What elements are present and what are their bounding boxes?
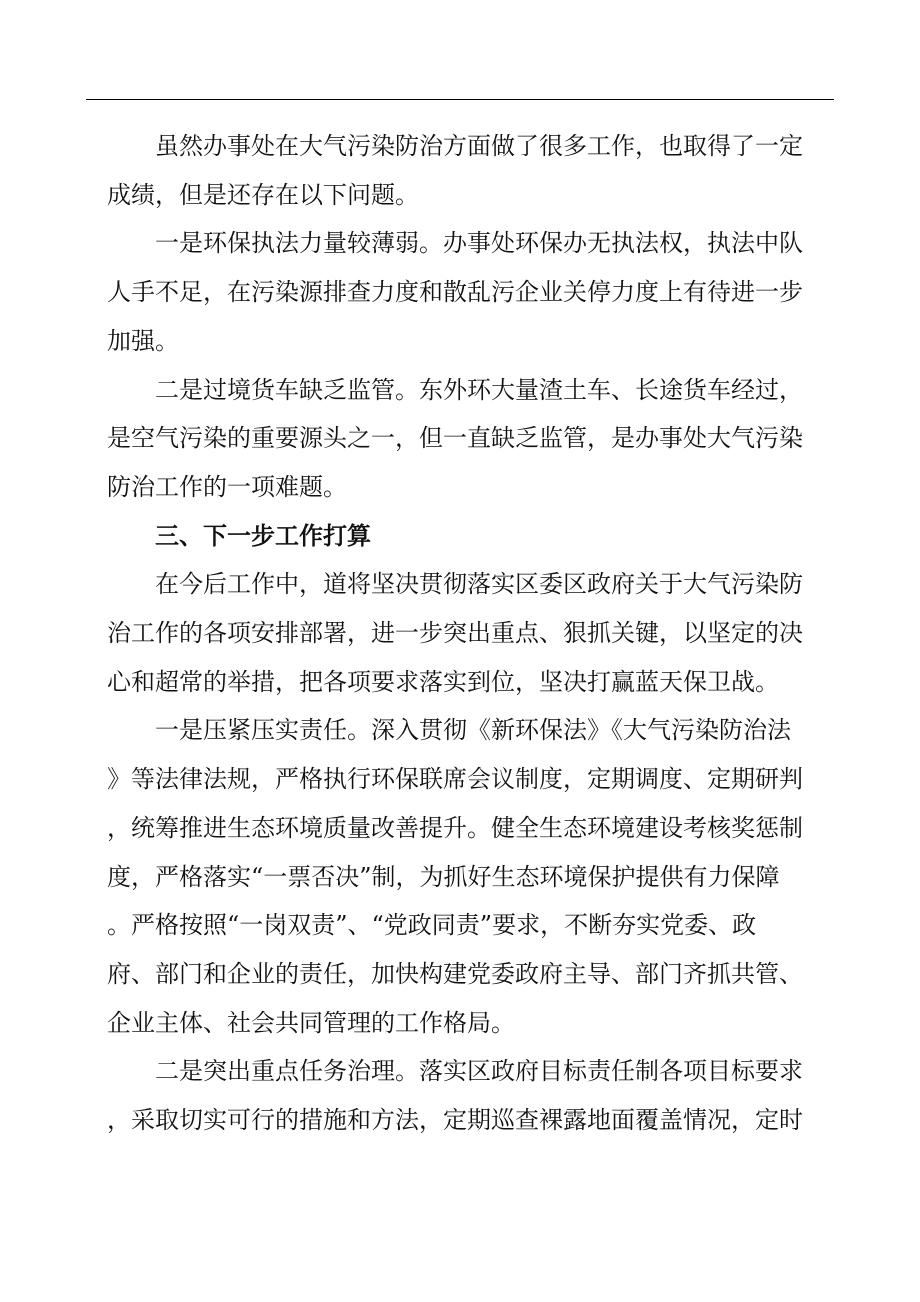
paragraph-line: 。严格按照“一岗双责”、“党政同责”要求，不断夯实党委、政 xyxy=(107,911,757,940)
header-rule xyxy=(86,99,834,100)
paragraph-line: 府、部门和企业的责任，加快构建党委政府主导、部门齐抓共管、 xyxy=(107,959,803,988)
paragraph-line: 治工作的各项安排部署，进一步突出重点、狠抓关键，以坚定的决 xyxy=(107,619,803,647)
section-heading: 三、下一步工作打算 xyxy=(155,520,371,550)
paragraph-line: 成绩，但是还存在以下问题。 xyxy=(107,180,419,209)
paragraph-line: 度，严格落实“一票否决”制，为抓好生态环境保护提供有力保障 xyxy=(107,862,780,891)
paragraph-line: 一是环保执法力量较薄弱。办事处环保办无执法权，执法中队 xyxy=(155,229,803,258)
paragraph-line: 是空气污染的重要源头之一，但一直缺乏监管，是办事处大气污染 xyxy=(107,424,803,453)
paragraph-line: ，采取切实可行的措施和方法，定期巡查裸露地面覆盖情况，定时 xyxy=(107,1106,803,1134)
paragraph-line: 虽然办事处在大气污染防治方面做了很多工作，也取得了一定 xyxy=(155,132,803,160)
paragraph-line: ，统筹推进生态环境质量改善提升。健全生态环境建设考核奖惩制 xyxy=(107,813,803,842)
paragraph-line: 防治工作的一项难题。 xyxy=(107,472,347,501)
paragraph-line: 加强。 xyxy=(107,326,179,355)
paragraph-line: 在今后工作中，道将坚决贯彻落实区委区政府关于大气污染防 xyxy=(155,570,803,599)
paragraph-line: 二是过境货车缺乏监管。东外环大量渣土车、长途货车经过， xyxy=(155,375,803,404)
paragraph-line: 企业主体、社会共同管理的工作格局。 xyxy=(107,1008,515,1037)
paragraph-line: 人手不足，在污染源排查力度和散乱污企业关停力度上有待进一步 xyxy=(107,278,803,307)
paragraph-line: 二是突出重点任务治理。落实区政府目标责任制各项目标要求 xyxy=(155,1057,803,1086)
paragraph-line: 一是压紧压实责任。深入贯彻《新环保法》《大气污染防治法 xyxy=(155,716,791,745)
paragraph-line: 》等法律法规，严格执行环保联席会议制度，定期调度、定期研判 xyxy=(107,765,803,794)
paragraph-line: 心和超常的举措，把各项要求落实到位，坚决打赢蓝天保卫战。 xyxy=(107,667,779,696)
